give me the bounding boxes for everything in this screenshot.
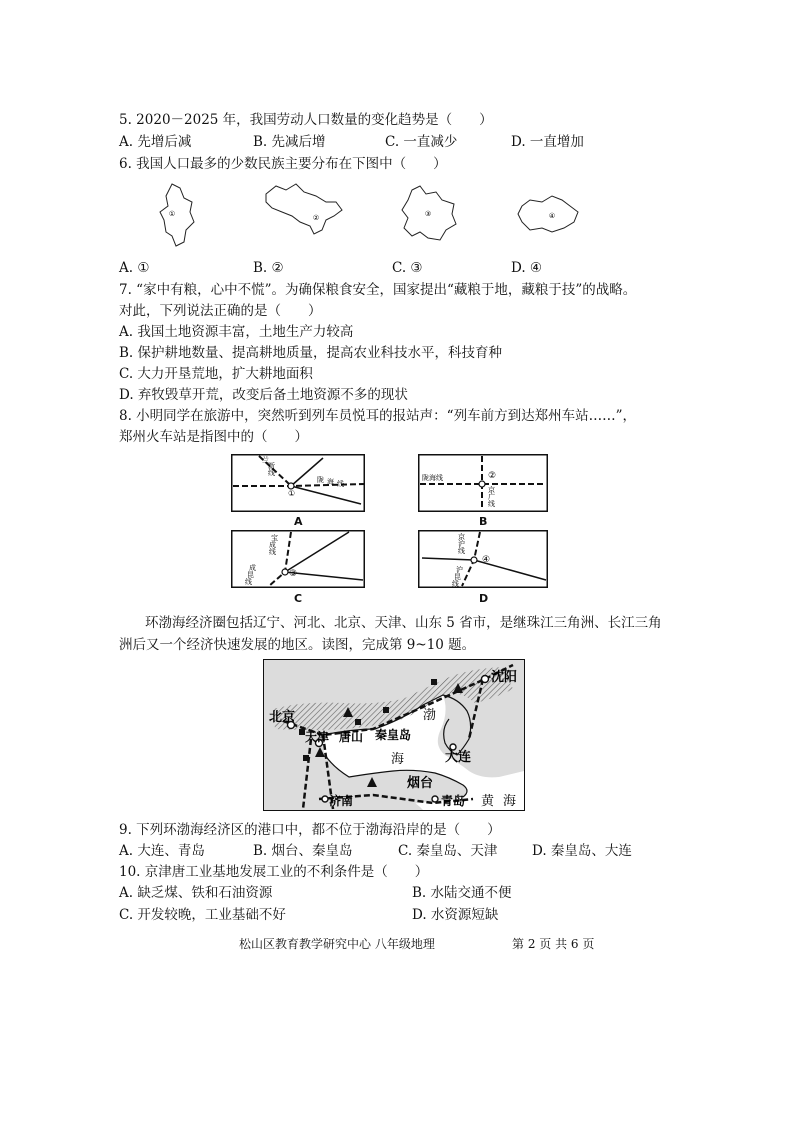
q6-option-b: B. ② xyxy=(253,260,284,276)
q8-stem-line2: 郑州火车站是指图中的（ ） xyxy=(119,429,308,445)
province-outline-2 xyxy=(266,184,342,234)
q7-stem-line1: 7. “家中有粮，心中不慌”。为确保粮食安全，国家提出“藏粮于地，藏粮于技”的战略。 xyxy=(119,282,637,298)
station-marker xyxy=(471,557,477,563)
q9-option-c: C. 秦皇岛、天津 xyxy=(398,843,498,859)
map-d-label: 昆 xyxy=(454,573,461,581)
map-c-caption: C xyxy=(294,592,303,605)
q6-option-d: D. ④ xyxy=(511,260,543,276)
map-c-label: 线 xyxy=(269,548,276,556)
station-marker xyxy=(282,569,288,575)
rail-map-d xyxy=(418,530,548,588)
map-c-label: 成 xyxy=(249,564,256,572)
sea-label-hai: 海 xyxy=(391,752,405,767)
map-a-label: 陇 xyxy=(317,476,324,484)
city-label-yantai: 烟台 xyxy=(407,776,434,791)
mine-symbol xyxy=(355,719,361,725)
footer-source: 松山区教育教学研究中心 八年级地理 xyxy=(239,937,435,951)
q6-option-c: C. ③ xyxy=(392,260,423,276)
map-b-caption: B xyxy=(479,515,488,528)
sea-label-hai2: 海 xyxy=(503,794,517,809)
city-label-jinan: 济南 xyxy=(329,794,354,808)
province-mark-2: ② xyxy=(312,214,320,222)
province-mark-4: ④ xyxy=(548,212,556,220)
province-mark-1: ① xyxy=(168,210,176,218)
map-c-label: 宝 xyxy=(271,534,278,542)
map-c-label: 线 xyxy=(245,578,252,586)
bohai-economic-rim-map xyxy=(263,659,525,811)
map-d-label: 沪 xyxy=(458,540,465,548)
q9-option-b: B. 烟台、秦皇岛 xyxy=(253,843,353,859)
map-c-label: 昆 xyxy=(247,571,254,579)
map-c-mark: ③ xyxy=(289,569,298,579)
q9-option-a: A. 大连、青岛 xyxy=(119,843,205,859)
footer-page-number: 第 2 页 共 6 页 xyxy=(512,937,595,951)
map-a-label: 海 xyxy=(327,478,334,486)
province-outlines-figure xyxy=(150,176,610,256)
map-d-label: 京 xyxy=(458,533,465,541)
map-c-label: 成 xyxy=(269,541,276,549)
rail-map-a xyxy=(231,454,365,512)
q10-option-d: D. 水资源短缺 xyxy=(412,907,499,923)
map-b-label: 线 xyxy=(488,500,495,508)
map-d-label: 沪 xyxy=(456,566,463,574)
map-b-mark: ② xyxy=(488,471,497,481)
q5-option-a: A. 先增后减 xyxy=(119,134,192,150)
map-a-label: 新 xyxy=(268,462,275,470)
map-d-label: 线 xyxy=(458,547,465,555)
q10-option-c: C. 开发较晚，工业基础不好 xyxy=(119,907,286,923)
sea-label-bo: 渤 xyxy=(423,708,437,723)
city-marker xyxy=(432,796,438,802)
q10-stem: 10. 京津唐工业基地发展工业的不利条件是（ ） xyxy=(119,864,429,880)
rail-map-b xyxy=(418,454,548,512)
q9-option-d: D. 秦皇岛、大连 xyxy=(532,843,632,859)
q7-option-c: C. 大力开垦荒地，扩大耕地面积 xyxy=(119,366,313,382)
city-label-beijing: 北京 xyxy=(269,710,296,725)
city-label-dalian: 大连 xyxy=(445,750,472,765)
q5-option-d: D. 一直增加 xyxy=(511,134,584,150)
q5-stem: 5. 2020－2025 年，我国劳动人口数量的变化趋势是（ ） xyxy=(119,112,493,128)
passage-line2: 洲后又一个经济快速发展的地区。读图，完成第 9~10 题。 xyxy=(119,637,476,653)
city-marker xyxy=(322,796,328,802)
map-a-label: 线 xyxy=(337,480,344,488)
map-d-label: 线 xyxy=(452,580,459,588)
map-a-caption: A xyxy=(294,515,303,528)
q5-option-c: C. 一直减少 xyxy=(385,134,458,150)
q7-stem-line2: 对此，下列说法正确的是（ ） xyxy=(119,303,322,319)
q10-option-a: A. 缺乏煤、铁和石油资源 xyxy=(119,885,273,901)
map-a-label: 线 xyxy=(268,469,275,477)
q6-option-a: A. ① xyxy=(119,260,150,276)
map-b-label: 京 xyxy=(488,486,495,494)
city-marker xyxy=(482,676,489,683)
q9-stem: 9. 下列环渤海经济区的港口中，都不位于渤海沿岸的是（ ） xyxy=(119,822,501,838)
q10-option-b: B. 水陆交通不便 xyxy=(412,885,512,901)
map-d-mark: ④ xyxy=(482,555,491,565)
map-b-label: 陇海线 xyxy=(422,474,443,482)
q7-option-b: B. 保护耕地数量、提高耕地质量，提高农业科技水平，科技育种 xyxy=(119,345,503,361)
q5-option-b: B. 先减后增 xyxy=(253,134,326,150)
mine-symbol xyxy=(303,755,309,761)
province-mark-3: ③ xyxy=(424,210,432,218)
passage-line1: 环渤海经济圈包括辽宁、河北、北京、天津、山东 5 省市，是继珠江三角洲、长江三角 xyxy=(145,615,662,631)
q6-stem: 6. 我国人口最多的少数民族主要分布在下图中（ ） xyxy=(119,156,447,172)
mine-symbol xyxy=(383,707,389,713)
rail-map-c xyxy=(231,530,365,588)
map-d-caption: D xyxy=(479,592,489,605)
city-label-tianjin: 天津 xyxy=(305,730,330,744)
map-a-label: 兰 xyxy=(262,456,269,464)
map-a-mark: ① xyxy=(288,489,296,498)
city-label-qinhuangdao: 秦皇岛 xyxy=(375,728,412,742)
sea-label-huang: 黄 xyxy=(481,794,495,809)
q8-stem-line1: 8. 小明同学在旅游中，突然听到列车员悦耳的报站声：“列车前方到达郑州车站……”， xyxy=(119,408,636,424)
city-label-qingdao: 青岛 xyxy=(441,794,466,808)
q7-option-a: A. 我国土地资源丰富，土地生产力较高 xyxy=(119,324,354,340)
city-label-tangshan: 唐山 xyxy=(339,730,364,744)
map-b-label: 广 xyxy=(488,493,495,501)
city-label-shenyang: 沈阳 xyxy=(491,670,518,685)
q7-option-d: D. 弃牧毁草开荒，改变后备土地资源不多的现状 xyxy=(119,387,408,403)
station-marker xyxy=(479,481,485,487)
province-outline-1 xyxy=(160,184,194,246)
mine-symbol xyxy=(431,679,437,685)
